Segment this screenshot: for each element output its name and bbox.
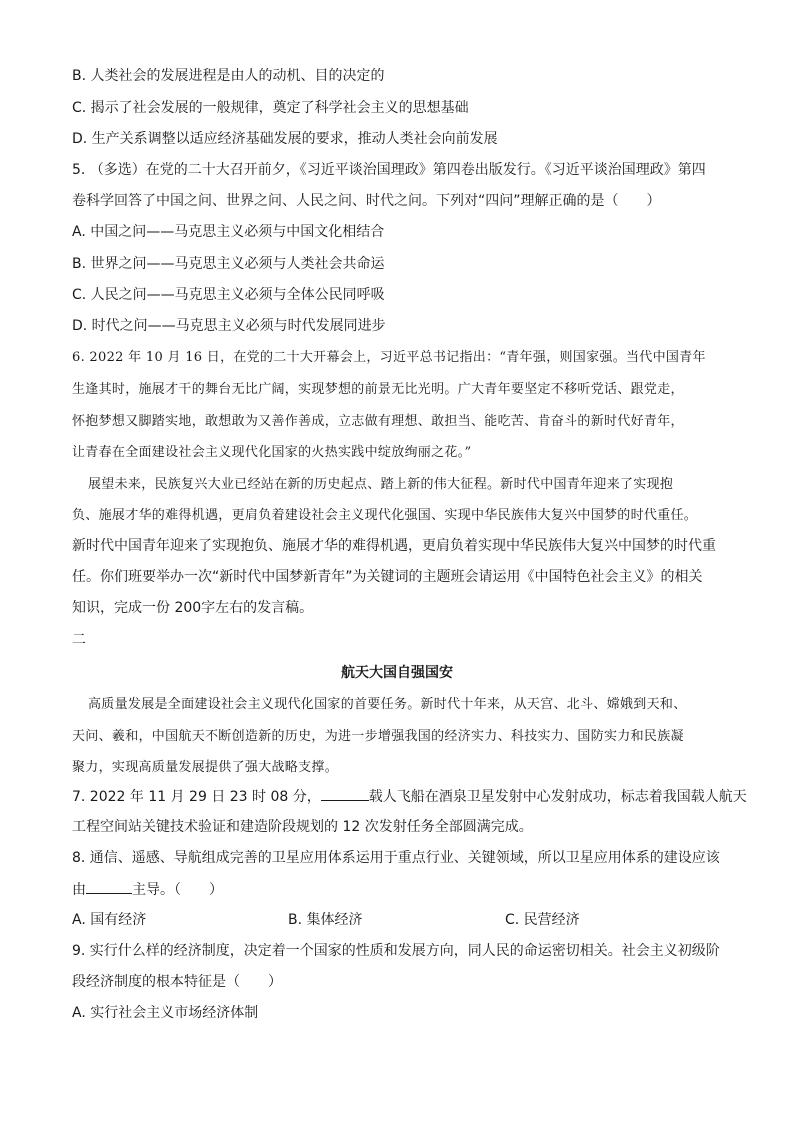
- section-intro-line2: 天问、羲和，中国航天不断创造新的历史，为进一步增强我国的经济实力、科技实力、国防实力和民族凝: [72, 729, 684, 744]
- q9-line2: 段经济制度的根本特征是（ ）: [72, 974, 282, 990]
- section-title: 航天大国自强国安: [341, 665, 453, 681]
- section-intro-line1: 高质量发展是全面建设社会主义现代化国家的首要任务。新时代十年来，从天宫、北斗、嫦娥到天和、: [88, 697, 687, 712]
- q8-option-c: C. 民营经济: [505, 912, 580, 928]
- q4-option-d: D. 生产关系调整以适应经济基础发展的要求，推动人类社会向前发展: [72, 131, 498, 147]
- section-number: 二: [72, 632, 86, 648]
- q5-option-a: A. 中国之问——马克思主义必须与中国文化相结合: [72, 224, 385, 240]
- q6-line9: 知识，完成一份 200字左右的发言稿。: [72, 600, 314, 616]
- q6-line3: 怀抱梦想又脚踏实地，敢想敢为又善作善成，立志做有理想、敢担当、能吃苦、肯奋斗的新时代好青年，: [72, 414, 684, 429]
- q4-option-b: B. 人类社会的发展进程是由人的动机、目的决定的: [72, 68, 385, 84]
- q6-line5: 展望未来，民族复兴大业已经站在新的历史起点、踏上新的伟大征程。新时代中国青年迎来了实现抱: [88, 477, 674, 492]
- q8-answer-blank[interactable]: [86, 879, 132, 894]
- q8-line2: [72, 879, 223, 900]
- q9-option-a: A. 实行社会主义市场经济体制: [72, 1005, 259, 1021]
- q8-line1: 8. 通信、遥感、导航组成完善的卫星应用体系运用于重点行业、关键领域，所以卫星应用体系的建设应该: [72, 850, 720, 866]
- q7-line1-prefix: 7. 2022 年 11 月 29 日 23 时 08 分，: [72, 789, 321, 805]
- q8-option-a: A. 国有经济: [72, 912, 147, 928]
- q5-option-c: C. 人民之问——马克思主义必须与全体公民同呼吸: [72, 287, 385, 303]
- q7-answer-blank[interactable]: [321, 786, 369, 801]
- q5-option-d: D. 时代之问——马克思主义必须与时代发展同进步: [72, 318, 386, 334]
- q8-line2-suffix: 主导。（ ）: [132, 882, 223, 898]
- q6-line6: 负、施展才华的难得机遇，更肩负着建设社会主义现代化强国、实现中华民族伟大复兴中国梦的时代重任。: [72, 508, 698, 523]
- q5-option-b: B. 世界之问——马克思主义必须与人类社会共命运: [72, 256, 385, 272]
- q6-line2: 生逢其时，施展才干的舞台无比广阔，实现梦想的前景无比光明。广大青年要坚定不移听党话、跟党走，: [72, 382, 684, 397]
- q5-stem-line2: 卷科学回答了中国之问、世界之问、人民之问、时代之问。下列对“四问”理解正确的是（ ）: [72, 193, 661, 209]
- q7-line1: [72, 786, 747, 807]
- q5-stem-line1: 5. （多选）在党的二十大召开前夕，《习近平谈治国理政》第四卷出版发行。《习近平谈治国理政》第四: [72, 162, 706, 178]
- q4-option-c: C. 揭示了社会发展的一般规律，奠定了科学社会主义的思想基础: [72, 100, 469, 116]
- q7-line1-suffix: 载人飞船在酒泉卫星发射中心发射成功，标志着我国载人航天: [368, 789, 747, 805]
- q8-option-b: B. 集体经济: [288, 912, 363, 928]
- section-intro-line3: 聚力，实现高质量发展提供了强大战略支撑。: [72, 760, 339, 775]
- q8-line2-prefix: 由: [72, 882, 86, 898]
- q6-line8: 任。你们班要举办一次“新时代中国梦新青年”为关键词的主题班会请运用《中国特色社会主义》的相关: [72, 569, 703, 585]
- q9-line1: 9. 实行什么样的经济制度，决定着一个国家的性质和发展方向，同人民的命运密切相关。社会主义初级阶: [72, 943, 720, 959]
- q6-line4: 让青春在全面建设社会主义现代化国家的火热实践中绽放绚丽之花。”: [72, 445, 472, 460]
- q6-line7: 新时代中国青年迎来了实现抱负、施展才华的难得机遇，更肩负着实现中华民族伟大复兴中国梦的时代重: [72, 538, 716, 554]
- q6-line1: 6. 2022 年 10 月 16 日，在党的二十大开幕会上，习近平总书记指出：“青年强，则国家强。当代中国青年: [72, 350, 706, 365]
- q7-line2: 工程空间站关键技术验证和建造阶段规划的 12 次发射任务全部圆满完成。: [72, 819, 533, 835]
